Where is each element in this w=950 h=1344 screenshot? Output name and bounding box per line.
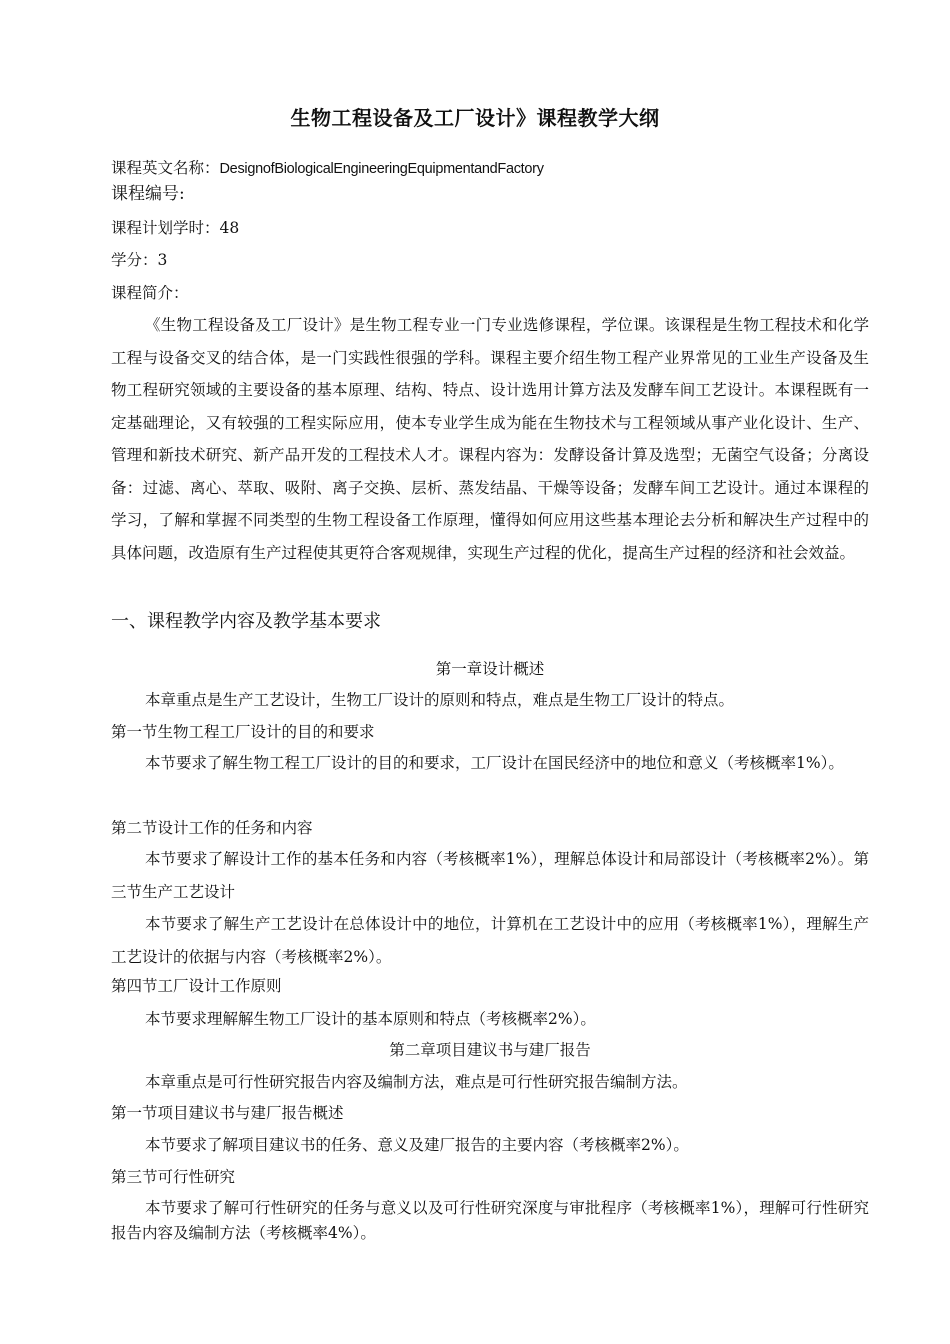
chapter-1-focus: 本章重点是生产工艺设计，生物工厂设计的原则和特点，难点是生物工厂设计的特点。 xyxy=(145,691,735,709)
ch1-section-4-body: 本节要求理解解生物工厂设计的基本原则和特点（考核概率2%）。 xyxy=(145,1010,596,1028)
ch1-section-2-title: 第二节设计工作的任务和内容 xyxy=(111,819,313,837)
ch1-section-3-body: 本节要求了解生产工艺设计在总体设计中的地位，计算机在工艺设计中的应用（考核概率1%），理解生产工艺设计的依据与内容（考核概率2%）。 xyxy=(111,915,869,966)
english-name-label: 课程英文名称： xyxy=(111,159,220,177)
ch1-section-1-body: 本节要求了解生物工程工厂设计的目的和要求，工厂设计在国民经济中的地位和意义（考核概率1%）。 xyxy=(145,754,844,772)
chapter-2-focus: 本章重点是可行性研究报告内容及编制方法，难点是可行性研究报告编制方法。 xyxy=(145,1073,688,1091)
chapter-2-title: 第二章项目建议书与建厂报告 xyxy=(389,1041,591,1059)
ch2-section-3-body: 本节要求了解可行性研究的任务与意义以及可行性研究深度与审批程序（考核概率1%），理解可行性研究报告内容及编制方法（考核概率4%）。 xyxy=(111,1199,869,1242)
chapter-1-title: 第一章设计概述 xyxy=(435,660,545,678)
english-name-value: DesignofBiologicalEngineeringEquipmentandFactory xyxy=(219,161,544,177)
ch2-section-1-title: 第一节项目建议书与建厂报告概述 xyxy=(111,1104,344,1122)
intro-label: 课程简介： xyxy=(111,284,189,302)
ch2-section-1-body: 本节要求了解项目建议书的任务、意义及建厂报告的主要内容（考核概率2%）。 xyxy=(145,1136,689,1154)
english-name-line xyxy=(111,157,544,180)
course-code: 课程编号: xyxy=(111,184,185,204)
intro-paragraph: 《生物工程设备及工厂设计》是生物工程专业一门专业选修课程，学位课。该课程是生物工程技术和化学工程与设备交叉的结合体，是一门实践性很强的学科。课程主要介绍生物工程产业界常见的工业生产设备及生物工程研究领域的主要设备的基本原理、结构、特点、设计选用计算方法及发酵车间工艺设计。本课程既有一定基础理论，又有较强的工程实际应用，使本专业学生成为能在生物技术与工程领域从事产业化设计、生产、管理和新技术研究、新产品开发的工程技术人才。课程内容为：发酵设备计算及选型；无菌空气设备；分离设备：过滤、离心、萃取、吸附、离子交换、层析、蒸发结晶、干燥等设备；发酵车间工艺设计。通过本课程的学习，了解和掌握不同类型的生物工程设备工作原理，懂得如何应用这些基本理论去分析和解决生产过程中的具体问题，改造原有生产过程使其更符合客观规律，实现生产过程的优化，提高生产过程的经济和社会效益。 xyxy=(111,316,869,562)
course-credits: 学分：3 xyxy=(111,251,168,269)
section-heading: 一、课程教学内容及教学基本要求 xyxy=(111,611,381,632)
course-hours: 课程计划学时：48 xyxy=(111,219,240,237)
ch1-section-4-title: 第四节工厂设计工作原则 xyxy=(111,977,282,995)
document-title: 生物工程设备及工厂设计》课程教学大纲 xyxy=(290,106,660,130)
ch1-section-2-body: 本节要求了解设计工作的基本任务和内容（考核概率1%），理解总体设计和局部设计（考核概率2%）。第三节生产工艺设计 xyxy=(111,850,869,901)
ch1-section-1-title: 第一节生物工程工厂设计的目的和要求 xyxy=(111,723,375,741)
ch2-section-3-title: 第三节可行性研究 xyxy=(111,1168,236,1186)
